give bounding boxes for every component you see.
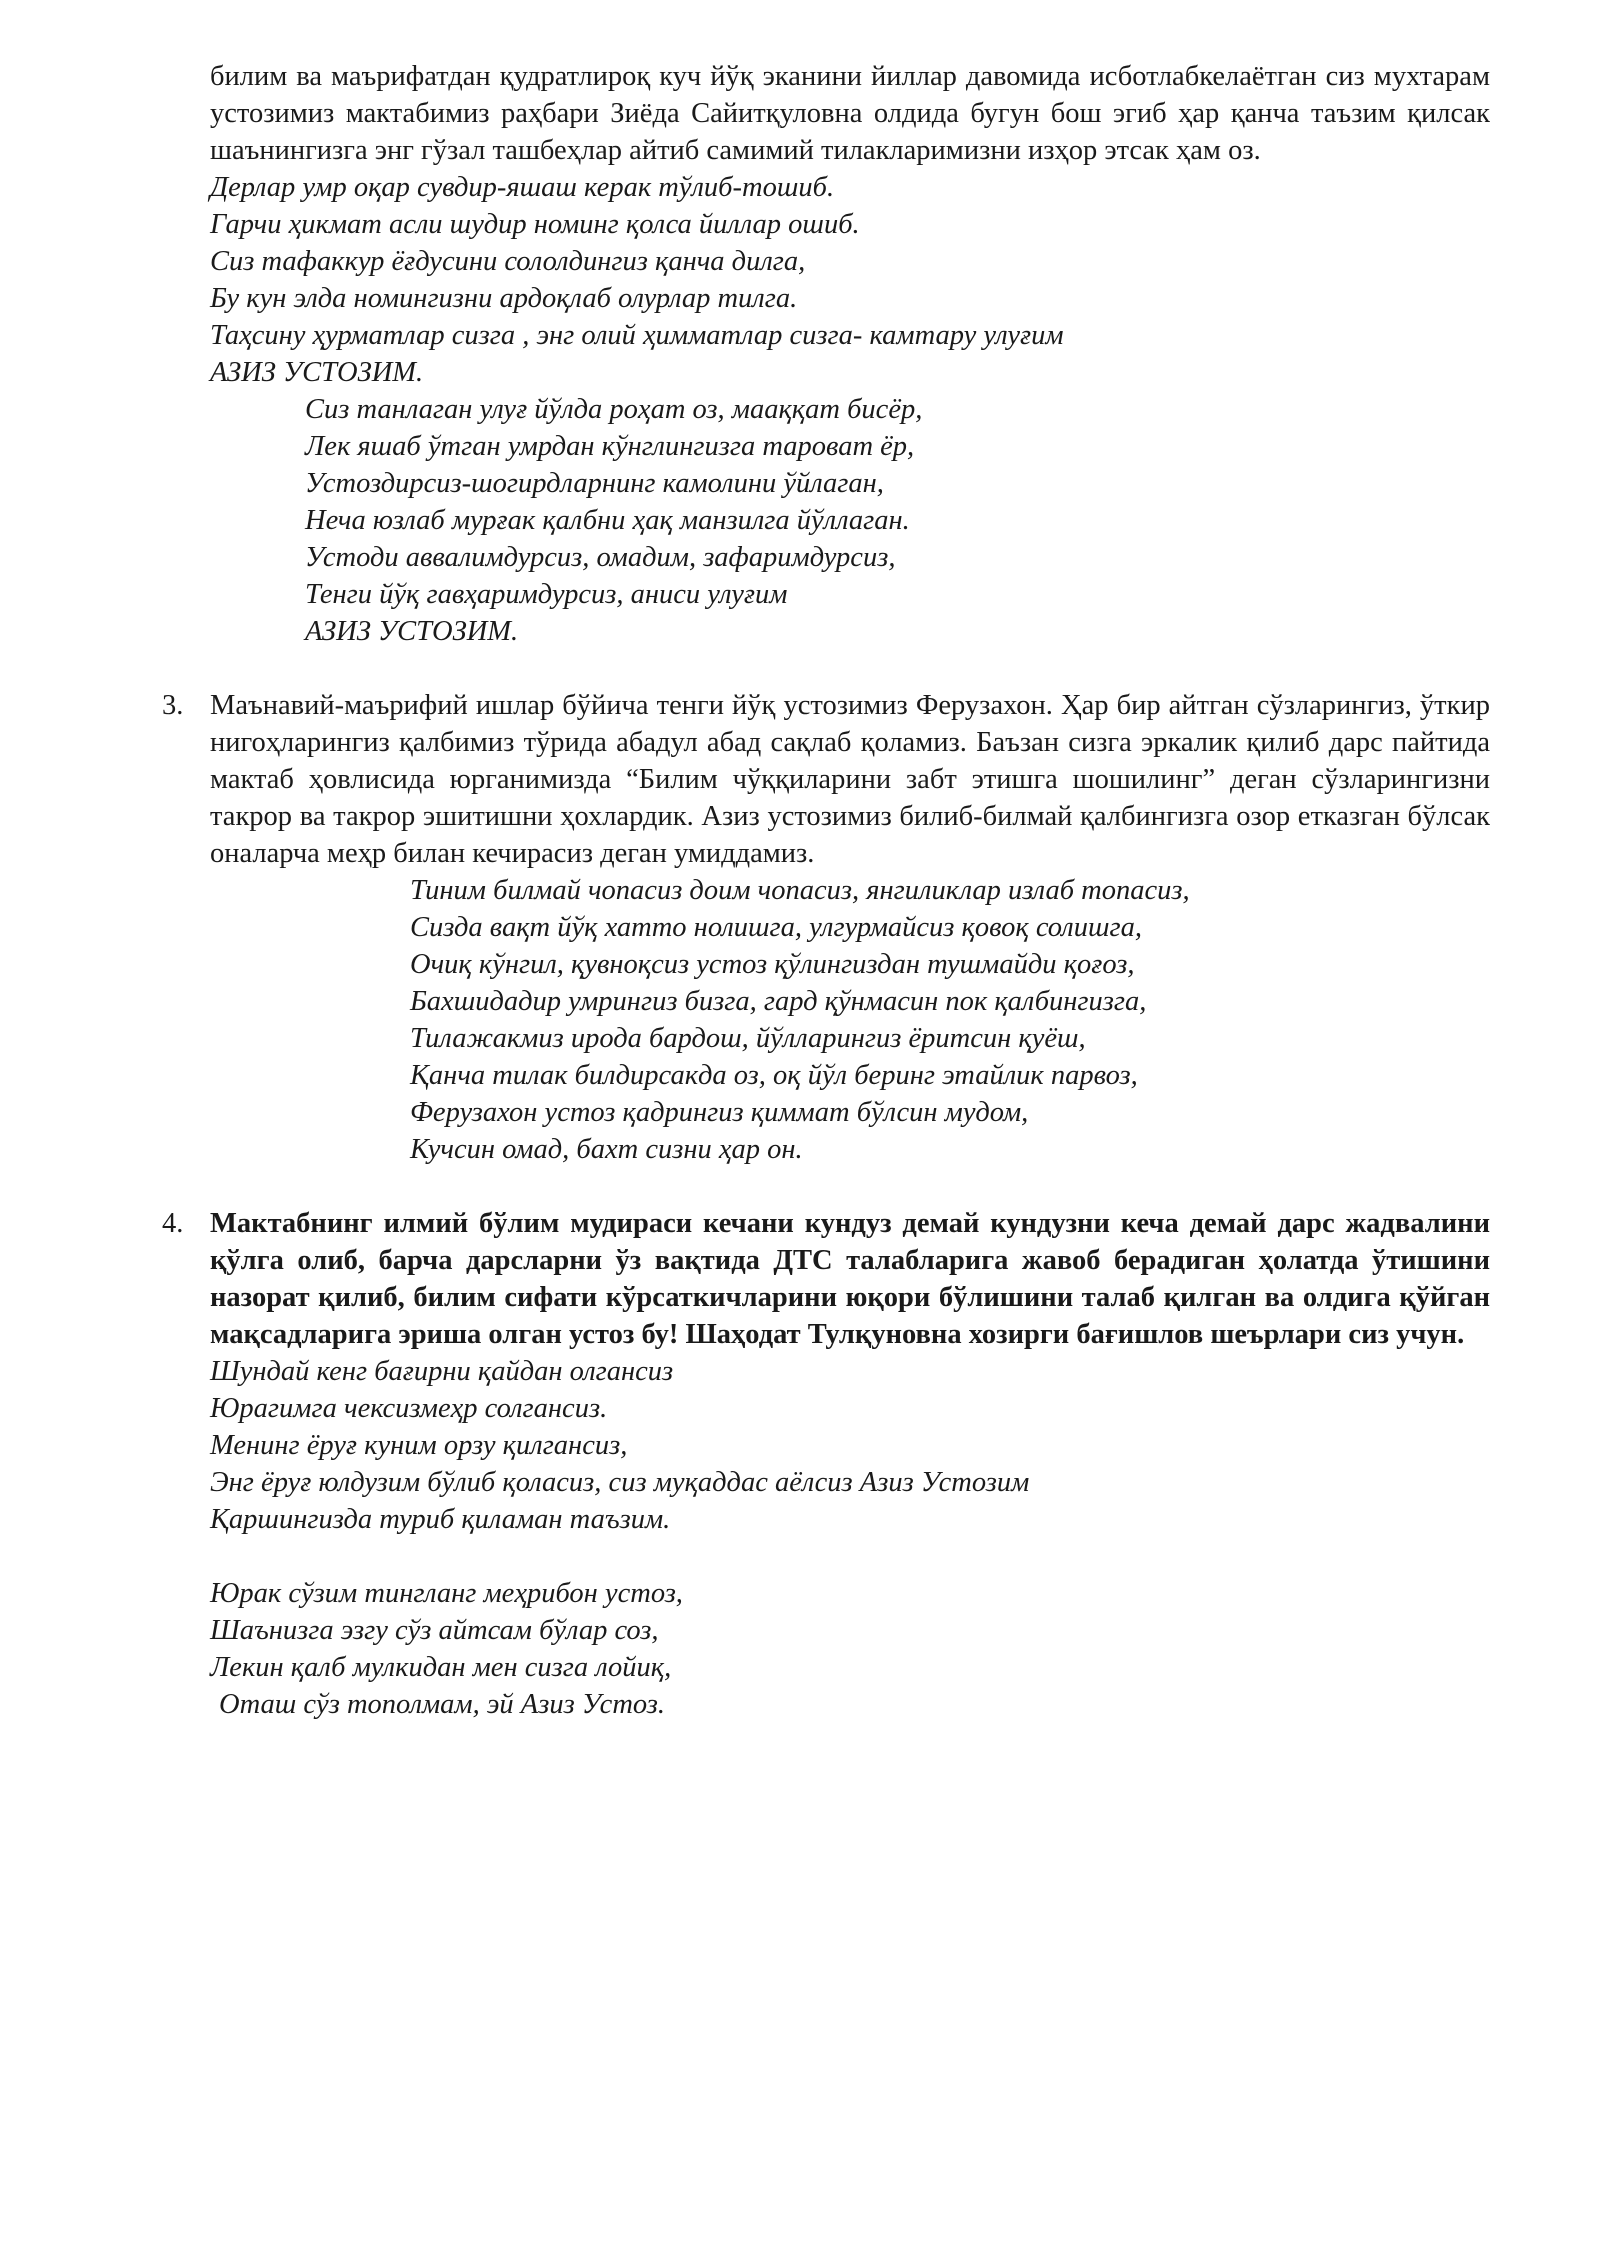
verse-line: Шаънизга эзгу сўз айтсам бўлар соз, (210, 1615, 659, 1646)
verse-line: Лек яшаб ўтган умрдан кўнглингизга тароват ёр, (305, 431, 915, 462)
verse-line: Гарчи ҳикмат асли шудир номинг қолса йиллар ошиб. (210, 209, 860, 240)
verse-line: Сиз танлаган улуғ йўлда роҳат оз, мааққат бисёр, (305, 394, 923, 425)
verse-line: Сизда вақт йўқ хатто нолишга, улгурмайсиз қовоқ солишга, (410, 912, 1142, 943)
verse-line: Очиқ кўнгил, қувноқсиз устоз қўлингиздан тушмайди қоғоз, (410, 949, 1135, 980)
verse-line: Юрак сўзим тингланг меҳрибон устоз, (210, 1578, 683, 1609)
verse-line: Неча юзлаб мурғак қалбни ҳақ манзилга йўллаган. (305, 505, 910, 536)
intro-verse-a (210, 169, 1600, 391)
section-4-verse-a (210, 1353, 1600, 1538)
spacer (0, 650, 1600, 687)
section-4 (0, 1205, 1600, 1353)
verse-line: Таҳсину ҳурматлар сизга , энг олий ҳимматлар сизга- камтару улуғим (210, 320, 1064, 351)
verse-line: Устоздирсиз-шогирдларнинг камолини ўйлаган, (305, 468, 884, 499)
section-3-verse (410, 872, 1600, 1168)
intro-paragraph: билим ва маърифатдан қудратлироқ куч йўқ эканини йиллар давомида исботлабкелаётган сиз мухтарам устозимиз мактабимиз раҳбари Зиёда Сайитқуловна олдида бугун бош эгиб ҳар қанча таъзим қилсак шаънингизга энг гўзал ташбеҳлар айтиб самимий тилакларимизни изҳор этсак ҳам оз. (210, 61, 1490, 166)
verse-line: АЗИЗ УСТОЗИМ. (210, 357, 424, 388)
verse-line: Шундай кенг бағирни қайдан олгансиз (210, 1356, 674, 1387)
verse-line: Бу кун элда номингизни ардоқлаб олурлар тилга. (210, 283, 798, 314)
section-4-paragraph: Мактабнинг илмий бўлим мудираси кечани кундуз демай кундузни кеча демай дарс жадвалини қўлга олиб, барча дарсларни ўз вақтида ДТС талабларига жавоб берадиган ҳолатда ўтишини назорат қилиб, билим сифати кўрсаткичларини юқори бўлишини талаб қилган ва олдига қўйган мақсадларига эриша олган устоз бу! Шаҳодат Тулқуновна хозирги бағишлов шеърлари сиз учун. (210, 1208, 1490, 1350)
verse-line: Тиним билмай чопасиз доим чопасиз, янгиликлар излаб топасиз, (410, 875, 1190, 906)
spacer (0, 1168, 1600, 1205)
verse-line: Тилажакмиз ирода бардош, йўлларингиз ёритсин қуёш, (410, 1023, 1086, 1054)
section-number: 4. (162, 1208, 184, 1239)
verse-line: Оташ сўз тополмам, эй Азиз Устоз. (219, 1689, 666, 1720)
document-page (0, 58, 1600, 1723)
spacer (0, 1538, 1600, 1575)
section-number: 3. (162, 690, 184, 721)
verse-line: Устоди аввалимдурсиз, омадим, зафаримдурсиз, (305, 542, 896, 573)
verse-line: Кучсин омад, бахт сизни ҳар он. (410, 1134, 803, 1165)
verse-line: Менинг ёруғ куним орзу қилгансиз, (210, 1430, 628, 1461)
verse-line: Тенги йўқ гавҳаримдурсиз, аниси улуғим (305, 579, 788, 610)
verse-line: Ферузахон устоз қадрингиз қиммат бўлсин мудом, (410, 1097, 1029, 1128)
verse-line: Сиз тафаккур ёғдусини сололдингиз қанча дилга, (210, 246, 806, 277)
section-3 (0, 687, 1600, 872)
verse-line: Энг ёруғ юлдузим бўлиб қоласиз, сиз муқаддас аёлсиз Азиз Устозим (210, 1467, 1030, 1498)
verse-line: Дерлар умр оқар сувдир-яшаш керак тўлиб-тошиб. (210, 172, 835, 203)
verse-line: Юрагимга чексизмеҳр солгансиз. (210, 1393, 608, 1424)
verse-line: Лекин қалб мулкидан мен сизга лойиқ, (210, 1652, 672, 1683)
verse-line: Бахшидадир умрингиз бизга, гард қўнмасин пок қалбингизга, (410, 986, 1147, 1017)
verse-line: АЗИЗ УСТОЗИМ. (305, 616, 519, 647)
verse-line: Қаршингизда туриб қиламан таъзим. (210, 1504, 671, 1535)
section-3-paragraph: Маънавий-маърифий ишлар бўйича тенги йўқ устозимиз Ферузахон. Ҳар бир айтган сўзларингиз, ўткир нигоҳларингиз қалбимиз тўрида абадул абад сақлаб қоламиз. Баъзан сизга эркалик қилиб дарс пайтида мактаб ҳовлисида юрганимизда “Билим чўққиларини забт этишга шошилинг” деган сўзларингизни такрор ва такрор эшитишни ҳохлардик. Азиз устозимиз билиб-билмай қалбингизга озор етказган бўлсак оналарча меҳр билан кечирасиз деган умиддамиз. (210, 690, 1490, 869)
verse-line: Қанча тилак билдирсакда оз, оқ йўл беринг этайлик парвоз, (410, 1060, 1138, 1091)
intro-verse-b (305, 391, 1600, 650)
section-4-verse-b (210, 1575, 1600, 1723)
